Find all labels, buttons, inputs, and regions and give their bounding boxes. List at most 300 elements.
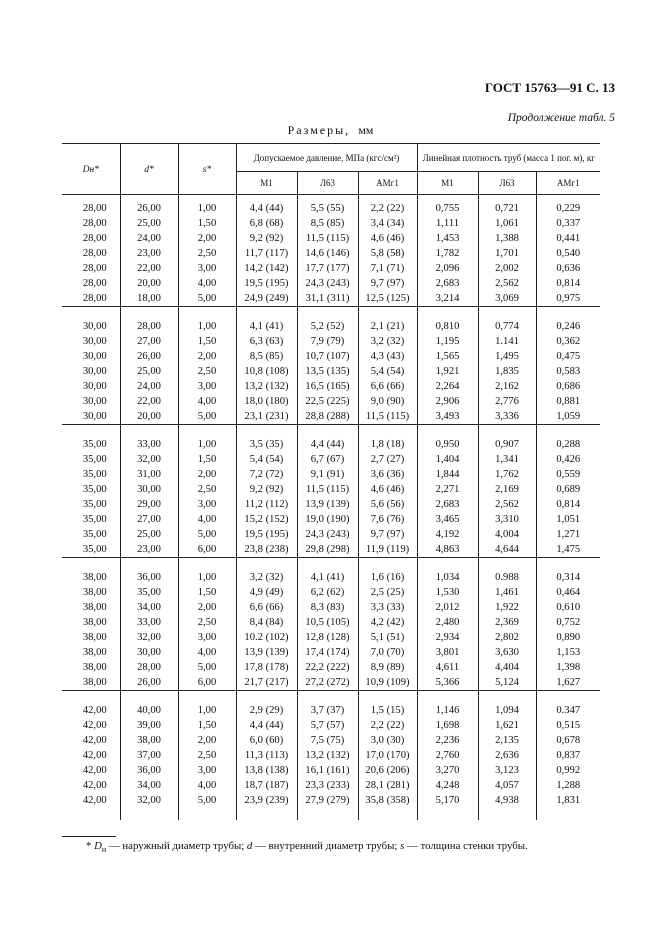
table-cell: 1,094 [478, 703, 536, 718]
table-cell: 38,00 [82, 662, 107, 673]
table-cell: 30,00 [82, 351, 107, 362]
table-cell: 25,00 [120, 216, 178, 231]
table-cell: 17,0 (170) [358, 748, 417, 763]
table-cell: 0,540 [536, 246, 600, 261]
table-row [62, 452, 600, 467]
table-cell: 6,0 (60) [236, 733, 297, 748]
table-cell: 27,00 [120, 512, 178, 527]
table-cell: 4,1 (41) [297, 570, 358, 585]
table-cell: 8,4 (84) [236, 615, 297, 630]
table-row [62, 246, 600, 261]
table-cell: 20,00 [120, 409, 178, 425]
table-cell: 3,0 (30) [358, 733, 417, 748]
table-cell: 1,288 [536, 778, 600, 793]
table-cell: 28,00 [82, 293, 107, 304]
table-cell: 6,00 [178, 675, 236, 691]
table-cell: 4,404 [478, 660, 536, 675]
table-row [62, 261, 600, 276]
table-cell: 1,8 (18) [358, 437, 417, 452]
table-cell: 5,00 [178, 793, 236, 808]
table-cell: 4,644 [478, 542, 536, 558]
table-cell: 11,9 (119) [358, 542, 417, 558]
table-cell: 9,7 (97) [358, 276, 417, 291]
table-cell: 4,1 (41) [236, 319, 297, 334]
table-cell: 35,00 [82, 514, 107, 525]
table-row [62, 585, 600, 600]
table-cell: 7,9 (79) [297, 334, 358, 349]
table-row [62, 615, 600, 630]
table-row [62, 763, 600, 778]
table-cell: 31,00 [120, 467, 178, 482]
table-cell: 17,8 (178) [236, 660, 297, 675]
table-cell: 4,2 (42) [358, 615, 417, 630]
table-cell: 3,00 [178, 630, 236, 645]
table-cell: 4,248 [417, 778, 478, 793]
table-cell: 2,135 [478, 733, 536, 748]
table-row [62, 319, 600, 334]
table-cell: 38,00 [82, 587, 107, 598]
table-cell: 9,0 (90) [358, 394, 417, 409]
table-row [62, 437, 600, 452]
table-cell: 0,337 [536, 216, 600, 231]
table-cell: 8,3 (83) [297, 600, 358, 615]
table-cell: 2,562 [478, 497, 536, 512]
table-cell: 7,5 (75) [297, 733, 358, 748]
table-cell: 5,00 [178, 660, 236, 675]
table-cell: 23,00 [120, 246, 178, 261]
table-cell: 0,636 [536, 261, 600, 276]
table-cell: 2,50 [178, 748, 236, 763]
table-cell: 1,6 (16) [358, 570, 417, 585]
table-cell: 1,388 [478, 231, 536, 246]
table-cell: 0,810 [417, 319, 478, 334]
table-cell: 0,229 [536, 201, 600, 216]
table-cell: 3,310 [478, 512, 536, 527]
table-cell: 27,9 (279) [297, 793, 358, 808]
table-cell: 2,50 [178, 482, 236, 497]
table-row [62, 334, 600, 349]
table-cell: 0,246 [536, 319, 600, 334]
table-cell: 3,123 [478, 763, 536, 778]
table-cell: 5,124 [478, 675, 536, 691]
table-cell: 1,844 [417, 467, 478, 482]
table-row [62, 600, 600, 615]
table-row [62, 467, 600, 482]
table-cell: 1,153 [536, 645, 600, 660]
table-cell: 0,950 [417, 437, 478, 452]
table-cell: 7,1 (71) [358, 261, 417, 276]
table-row [62, 482, 600, 497]
table-cell: 14,6 (146) [297, 246, 358, 261]
table-cell: 2,1 (21) [358, 319, 417, 334]
table-cell: 38,00 [82, 572, 107, 583]
table-row [62, 748, 600, 763]
table-row [62, 703, 600, 718]
table-cell: 28,8 (288) [297, 409, 358, 425]
table-cell: 1,50 [178, 334, 236, 349]
table-cell: 36,00 [120, 763, 178, 778]
table-cell: 1,835 [478, 364, 536, 379]
table-row [62, 778, 600, 793]
table-cell: 0,890 [536, 630, 600, 645]
table-cell: 11,5 (115) [358, 409, 417, 425]
col-header-density-group: Линейная плотность труб (масса 1 пог. м), кг [417, 144, 600, 172]
table-cell: 3,630 [478, 645, 536, 660]
table-cell: 24,00 [120, 379, 178, 394]
table-cell: 3,465 [417, 512, 478, 527]
table-cell: 7,6 (76) [358, 512, 417, 527]
table-cell: 8,5 (85) [236, 349, 297, 364]
table-row [62, 349, 600, 364]
table-cell: 13,2 (132) [297, 748, 358, 763]
table-cell: 12,8 (128) [297, 630, 358, 645]
table-cell: 9,2 (92) [236, 231, 297, 246]
table-cell: 24,3 (243) [297, 527, 358, 542]
table-cell: 4,00 [178, 778, 236, 793]
table-cell: 1,404 [417, 452, 478, 467]
table-cell: 0,678 [536, 733, 600, 748]
table-cell: 33,00 [120, 615, 178, 630]
col-header-density-amg1: АМг1 [536, 172, 600, 195]
table-cell: 28,00 [82, 248, 107, 259]
table-cell: 38,00 [82, 617, 107, 628]
table-cell: 10,9 (109) [358, 675, 417, 691]
footnote: * $D_н$ — наружный диаметр трубы; d — внутренний диаметр трубы; s — толщина стенки трубы. [86, 840, 528, 855]
table-row [62, 231, 600, 246]
table-cell: 0,610 [536, 600, 600, 615]
table-row [62, 201, 600, 216]
table-row [62, 675, 600, 691]
table-cell: 0,992 [536, 763, 600, 778]
table-row [62, 542, 600, 558]
table-cell: 3,00 [178, 261, 236, 276]
table-cell: 5,2 (52) [297, 319, 358, 334]
table-cell: 16,1 (161) [297, 763, 358, 778]
table-cell: 4,6 (46) [358, 482, 417, 497]
table-cell: 38,00 [82, 647, 107, 658]
table-cell: 1,831 [536, 793, 600, 808]
table-cell: 2,00 [178, 467, 236, 482]
table-cell: 8,9 (89) [358, 660, 417, 675]
table-cell: 28,00 [82, 233, 107, 244]
col-header-density-l63: Л63 [478, 172, 536, 195]
table-cell: 5,170 [417, 793, 478, 808]
table-cell: 23,9 (239) [236, 793, 297, 808]
table-cell: 5,366 [417, 675, 478, 691]
table-cell: 13,9 (139) [297, 497, 358, 512]
table-cell: 32,00 [120, 452, 178, 467]
table-cell: 3,069 [478, 291, 536, 307]
table-cell: 2,50 [178, 364, 236, 379]
table-cell: 10.2 (102) [236, 630, 297, 645]
table-cell: 2,00 [178, 600, 236, 615]
table-cell: 0,686 [536, 379, 600, 394]
table-cell: 1,00 [178, 570, 236, 585]
table-cell: 42,00 [82, 750, 107, 761]
table-cell: 20,6 (206) [358, 763, 417, 778]
table-cell: 2,683 [417, 497, 478, 512]
col-header-inner-diameter: d* [120, 144, 178, 195]
table-cell: 3,00 [178, 497, 236, 512]
table-cell: 24,00 [120, 231, 178, 246]
table-cell: 2,5 (25) [358, 585, 417, 600]
table-cell: 1,565 [417, 349, 478, 364]
table-cell: 5,7 (57) [297, 718, 358, 733]
group-separator [62, 425, 600, 438]
table-cell: 2,264 [417, 379, 478, 394]
table-row [62, 394, 600, 409]
table-cell: 11,7 (117) [236, 246, 297, 261]
table-cell: 2,00 [178, 231, 236, 246]
col-header-pressure-m1: М1 [236, 172, 297, 195]
table-cell: 2,00 [178, 733, 236, 748]
table-cell: 2,562 [478, 276, 536, 291]
table-cell: 9,7 (97) [358, 527, 417, 542]
table-cell: 29,00 [120, 497, 178, 512]
table-cell: 1,627 [536, 675, 600, 691]
table-cell: 11,5 (115) [297, 482, 358, 497]
table-cell: 2,683 [417, 276, 478, 291]
table-cell: 38,00 [82, 632, 107, 643]
table-cell: 3,2 (32) [236, 570, 297, 585]
table-cell: 6,00 [178, 542, 236, 558]
table-cell: 35,8 (358) [358, 793, 417, 808]
table-row [62, 527, 600, 542]
table-cell: 1,00 [178, 319, 236, 334]
table-cell: 30,00 [120, 645, 178, 660]
table-row [62, 276, 600, 291]
table-cell: 30,00 [120, 482, 178, 497]
table-cell: 25,00 [120, 527, 178, 542]
table-cell: 5,5 (55) [297, 201, 358, 216]
table-cell: 2,162 [478, 379, 536, 394]
table-cell: 0,689 [536, 482, 600, 497]
table-cell: 0,721 [478, 201, 536, 216]
table-cell: 2,7 (27) [358, 452, 417, 467]
table-cell: 0,881 [536, 394, 600, 409]
table-cell: 5,6 (56) [358, 497, 417, 512]
table-cell: 2,934 [417, 630, 478, 645]
table-cell: 27,00 [120, 334, 178, 349]
table-cell: 11,5 (115) [297, 231, 358, 246]
table-cell: 13,9 (139) [236, 645, 297, 660]
table-cell: 2,802 [478, 630, 536, 645]
table-cell: 1,00 [178, 703, 236, 718]
table-cell: 1,701 [478, 246, 536, 261]
table-cell: 11,2 (112) [236, 497, 297, 512]
table-cell: 30,00 [82, 366, 107, 377]
table-cell: 34,00 [120, 600, 178, 615]
table-cell: 42,00 [82, 735, 107, 746]
table-cell: 19,5 (195) [236, 527, 297, 542]
table-cell: 2,480 [417, 615, 478, 630]
table-cell: 15,2 (152) [236, 512, 297, 527]
col-header-pressure-amg1: АМг1 [358, 172, 417, 195]
table-cell: 2,369 [478, 615, 536, 630]
table-cell: 3,6 (36) [358, 467, 417, 482]
table-cell: 1,461 [478, 585, 536, 600]
col-header-pressure-group: Допускаемое давление, МПа (кгс/см²) [236, 144, 417, 172]
table-row [62, 379, 600, 394]
table-cell: 35,00 [120, 585, 178, 600]
table-cell: 6,2 (62) [297, 585, 358, 600]
table-cell: 35,00 [82, 469, 107, 480]
table-row [62, 718, 600, 733]
table-cell: 6,7 (67) [297, 452, 358, 467]
col-header-density-m1: М1 [417, 172, 478, 195]
table-cell: 1,698 [417, 718, 478, 733]
table-cell: 3,5 (35) [236, 437, 297, 452]
table-cell: 0,975 [536, 291, 600, 307]
table-cell: 2,9 (29) [236, 703, 297, 718]
table-cell: 1,453 [417, 231, 478, 246]
table-cell: 7,2 (72) [236, 467, 297, 482]
table-cell: 19,0 (190) [297, 512, 358, 527]
table-cell: 1,530 [417, 585, 478, 600]
table-cell: 3,270 [417, 763, 478, 778]
sizes-unit: мм [358, 123, 374, 137]
table-cell: 23,8 (238) [236, 542, 297, 558]
table-cell: 2,169 [478, 482, 536, 497]
table-cell: 21,7 (217) [236, 675, 297, 691]
table-cell: 25,00 [120, 364, 178, 379]
table-cell: 1,50 [178, 585, 236, 600]
table-cell: 2,50 [178, 246, 236, 261]
table-cell: 2,00 [178, 349, 236, 364]
table-cell: 27,2 (272) [297, 675, 358, 691]
table-cell: 3,336 [478, 409, 536, 425]
table-cell: 0,752 [536, 615, 600, 630]
table-cell: 0,464 [536, 585, 600, 600]
table-cell: 0,426 [536, 452, 600, 467]
table-cell: 4,3 (43) [358, 349, 417, 364]
table-cell: 3,493 [417, 409, 478, 425]
table-cell: 22,5 (225) [297, 394, 358, 409]
table-cell: 14,2 (142) [236, 261, 297, 276]
table-cell: 10,8 (108) [236, 364, 297, 379]
table-cell: 1,034 [417, 570, 478, 585]
table-row [62, 570, 600, 585]
table-cell: 35,00 [82, 499, 107, 510]
table-cell: 38,00 [120, 733, 178, 748]
table-cell: 35,00 [82, 454, 107, 465]
sizes-caption [0, 123, 661, 138]
table-cell: 5,00 [178, 291, 236, 307]
table-cell: 4,00 [178, 645, 236, 660]
table-cell: 7,0 (70) [358, 645, 417, 660]
table-cell: 0,288 [536, 437, 600, 452]
table-cell: 6,6 (66) [236, 600, 297, 615]
table-cell: 5,00 [178, 527, 236, 542]
table-bottom-space [62, 808, 600, 820]
table-cell: 16,5 (165) [297, 379, 358, 394]
table-cell: 1.141 [478, 334, 536, 349]
table-cell: 1,146 [417, 703, 478, 718]
table-cell: 42,00 [82, 780, 107, 791]
table-cell: 28,00 [82, 203, 107, 214]
page-header: ГОСТ 15763—91 С. 13 [484, 80, 615, 95]
table-cell: 38,00 [82, 602, 107, 613]
table-cell: 22,2 (222) [297, 660, 358, 675]
table-cell: 0,314 [536, 570, 600, 585]
table-cell: 4,00 [178, 512, 236, 527]
table-cell: 3,7 (37) [297, 703, 358, 718]
table-cell: 0,814 [536, 497, 600, 512]
table-cell: 35,00 [82, 529, 107, 540]
table-cell: 2,2 (22) [358, 201, 417, 216]
table-cell: 0,559 [536, 467, 600, 482]
table-cell: 1,398 [536, 660, 600, 675]
table-cell: 17,7 (177) [297, 261, 358, 276]
table-cell: 5,8 (58) [358, 246, 417, 261]
table-cell: 29,8 (298) [297, 542, 358, 558]
table-cell: 42,00 [82, 720, 107, 731]
table-cell: 1,621 [478, 718, 536, 733]
table-cell: 32,00 [120, 630, 178, 645]
table-cell: 3,00 [178, 763, 236, 778]
table-cell: 22,00 [120, 394, 178, 409]
table-cell: 3,00 [178, 379, 236, 394]
table-cell: 19,5 (195) [236, 276, 297, 291]
table-cell: 3,2 (32) [358, 334, 417, 349]
table-cell: 1,495 [478, 349, 536, 364]
table-cell: 28,00 [120, 319, 178, 334]
table-row [62, 793, 600, 808]
group-separator [62, 558, 600, 571]
table-cell: 1,5 (15) [358, 703, 417, 718]
table-cell: 9,1 (91) [297, 467, 358, 482]
table-cell: 28,00 [120, 660, 178, 675]
table-cell: 13,2 (132) [236, 379, 297, 394]
table-cell: 4,00 [178, 394, 236, 409]
table-cell: 1,061 [478, 216, 536, 231]
table-cell: 2,012 [417, 600, 478, 615]
table-cell: 1,195 [417, 334, 478, 349]
table-cell: 6,6 (66) [358, 379, 417, 394]
table-cell: 0.988 [478, 570, 536, 585]
table-cell: 5,00 [178, 409, 236, 425]
table-cell: 2,2 (22) [358, 718, 417, 733]
table-row [62, 630, 600, 645]
table-cell: 2,096 [417, 261, 478, 276]
table-cell: 42,00 [82, 705, 107, 716]
table-cell: 1,341 [478, 452, 536, 467]
table-cell: 35,00 [82, 544, 107, 555]
table-cell: 5,4 (54) [358, 364, 417, 379]
table-cell: 4,938 [478, 793, 536, 808]
table-row [62, 645, 600, 660]
table-cell: 26,00 [120, 349, 178, 364]
table-row [62, 733, 600, 748]
table-cell: 4,4 (44) [236, 718, 297, 733]
table-cell: 32,00 [120, 793, 178, 808]
table-cell: 1,50 [178, 216, 236, 231]
table-cell: 4,611 [417, 660, 478, 675]
table-row [62, 409, 600, 425]
table-cell: 4,004 [478, 527, 536, 542]
table-cell: 17,4 (174) [297, 645, 358, 660]
table-cell: 18,0 (180) [236, 394, 297, 409]
col-header-pressure-l63: Л63 [297, 172, 358, 195]
table-cell: 1,50 [178, 718, 236, 733]
table-body [62, 195, 600, 821]
table-cell: 2,906 [417, 394, 478, 409]
table-cell: 0,814 [536, 276, 600, 291]
table-cell: 3,3 (33) [358, 600, 417, 615]
table-cell: 1,475 [536, 542, 600, 558]
table-row [62, 216, 600, 231]
table-cell: 1,111 [417, 216, 478, 231]
